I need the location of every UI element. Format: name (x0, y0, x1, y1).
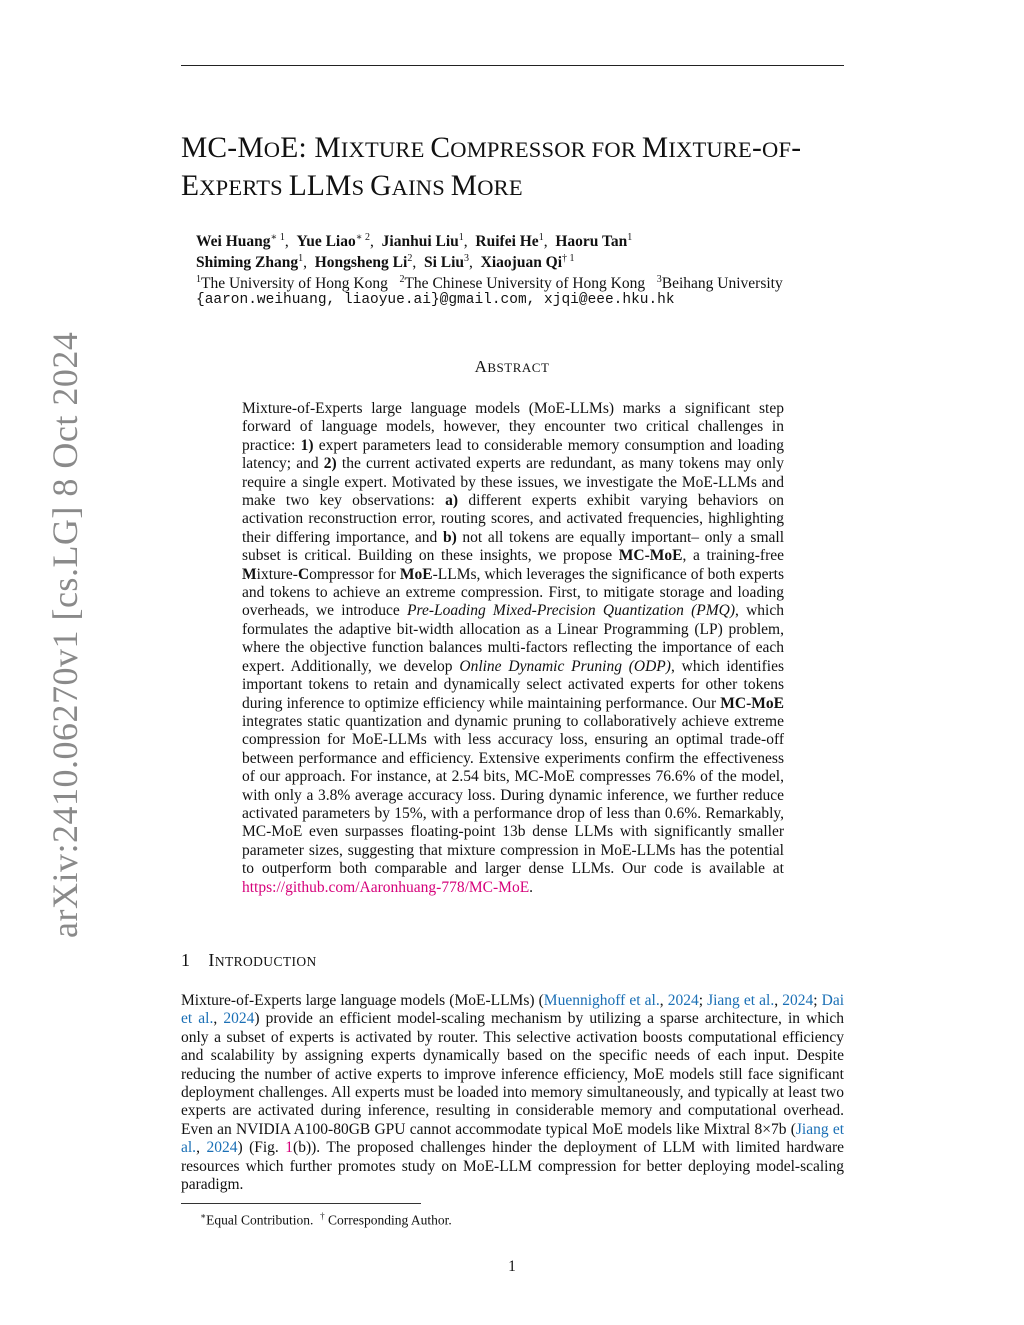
title-line-1: MC-MOE: MIXTURE COMPRESSOR FOR MIXTURE-OF- (181, 132, 802, 164)
author-name: Ruifei He (475, 233, 539, 251)
citation-link[interactable]: Muennighoff et al. (543, 992, 660, 1009)
author-name: Shiming Zhang (196, 254, 299, 272)
abstract-body: Mixture-of-Experts large language models (MoE-LLMs) marks a significant step forward of language models, however, they encounter two critical challenges in practice: 1) expert parameters lead to considerable memory consumption and loading latency; and 2) the current activated experts are redundant, as many tokens may only require a single expert. Motivated by these issues, we investigate the MoE-LLMs and make two key observations: a) different experts exhibit varying behaviors on activation reconstruction error, routing scores, and activated frequencies, highlighting their differing importance, and b) not all tokens are equally important– only a small subset is critical. Building on these insights, we propose MC-MoE, a training-free Mixture-Compressor for MoE-LLMs, which leverages the significance of both experts and tokens to achieve an extreme compression. First, to mitigate storage and loading overheads, we introduce Pre-Loading Mixed-Precision Quantization (PMQ), which formulates the adaptive bit-width allocation as a Linear Programming (LP) problem, where the objective function balances multi-factors reflecting the importance of each expert. Additionally, we develop Online Dynamic Pruning (ODP), which identifies important tokens to retain and dynamically select activated experts for other tokens during inference to optimize efficiency while maintaining performance. Our MC-MoE integrates static quantization and dynamic pruning to collaboratively achieve extreme compression for MoE-LLMs with less accuracy loss, ensuring an optimal trade-off between performance and efficiency. Extensive experiments confirm the effectiveness of our approach. For instance, at 2.54 bits, MC-MoE compresses 76.6% of the model, with only a 3.8% average accuracy loss. During dynamic inference, we further reduce activated parameters by 15%, with a performance drop of less than 0.6%. Remarkably, MC-MoE even surpasses floating-point 13b dense LLMs with significantly smaller parameter sizes, suggesting that mixture compression in MoE-LLMs has the potential to outperform both comparable and larger dense LLMs. Our code is available at https://github.com/Aaronhuang-778/MC-MoE. (242, 400, 784, 896)
author-name: Wei Huang (196, 233, 271, 251)
footnote: ∗Equal Contribution. † Corresponding Author. (200, 1211, 452, 1228)
introduction-paragraph: Mixture-of-Experts large language models (MoE-LLMs) (Muennighoff et al., 2024; Jiang et al., 2024; Dai et al., 2024) provide an efficient model-scaling mechanism by utilizing a sparse architecture, in which only a subset of experts is activated by router. This selective activation boosts computational efficiency and scalability by assigning experts dynamically based on the specific needs of each input. Despite reducing the number of active experts to improve inference efficiency, MoE models still face significant deployment challenges. All experts must be loaded into memory simultaneously, and typically at least two experts are activated during inference, resulting in considerable memory and computational overhead. Even an NVIDIA A100-80GB GPU cannot accommodate typical MoE models like Mixtral 8×7b (Jiang et al., 2024) (Fig. 1(b)). The proposed challenges hinder the deployment of LLM with limited hardware resources which further promotes study on MoE-LLM compression for better deploying model-scaling paradigm. (181, 992, 845, 1194)
figure-reference-link[interactable]: 1 (285, 1139, 294, 1157)
footnote-rule (181, 1203, 421, 1204)
abstract-heading: ABSTRACT (474, 357, 550, 376)
section-heading-introduction: 1 INTRODUCTION (181, 950, 317, 970)
author-name: Yue Liao (296, 233, 356, 251)
arxiv-identifier: arXiv:2410.06270v1 [cs.LG] 8 Oct 2024 (45, 331, 85, 938)
citation-year-link[interactable]: 2024 (782, 992, 814, 1009)
author-name: Xiaojuan Qi (480, 254, 563, 272)
citation-link[interactable]: Jiang et al. (181, 1120, 845, 1157)
title-line-2: EXPERTS LLMS GAINS MORE (181, 170, 523, 202)
citation-year-link[interactable]: 2024 (223, 1010, 255, 1028)
citation-link[interactable]: Dai et al. (181, 992, 845, 1028)
author-emails: {aaron.weihuang, liaoyue.ai}@gmail.com, xjqi@eee.hku.hk (196, 292, 675, 308)
author-list-line-1: Wei Huang$^{∗ 1}$, Yue Liao$^{∗ 2}$, Jianhui Liu$^1$, Ruifei He$^1$, Haoru Tan$^1$ (196, 232, 633, 251)
code-repo-link[interactable]: https://github.com/Aaronhuang-778/MC-MoE (242, 878, 530, 896)
author-name: Haoru Tan (555, 233, 628, 251)
citation-year-link[interactable]: 2024 (206, 1139, 238, 1157)
affiliations: $^1$The University of Hong Kong $^2$The Chinese University of Hong Kong $^3$Beihang University (196, 274, 783, 293)
header-rule (181, 65, 844, 66)
citation-link[interactable]: Jiang et al. (707, 992, 775, 1009)
paper-title (181, 130, 861, 206)
author-name: Si Liu (423, 254, 465, 272)
author-name: Hongsheng Li (314, 254, 408, 272)
citation-year-link[interactable]: 2024 (667, 992, 699, 1009)
author-list-line-2: Shiming Zhang$^1$, Hongsheng Li$^2$, Si Liu$^3$, Xiaojuan Qi$^{\dagger 1}$ (196, 253, 575, 272)
page-number: 1 (508, 1258, 516, 1275)
author-name: Jianhui Liu (381, 233, 459, 251)
